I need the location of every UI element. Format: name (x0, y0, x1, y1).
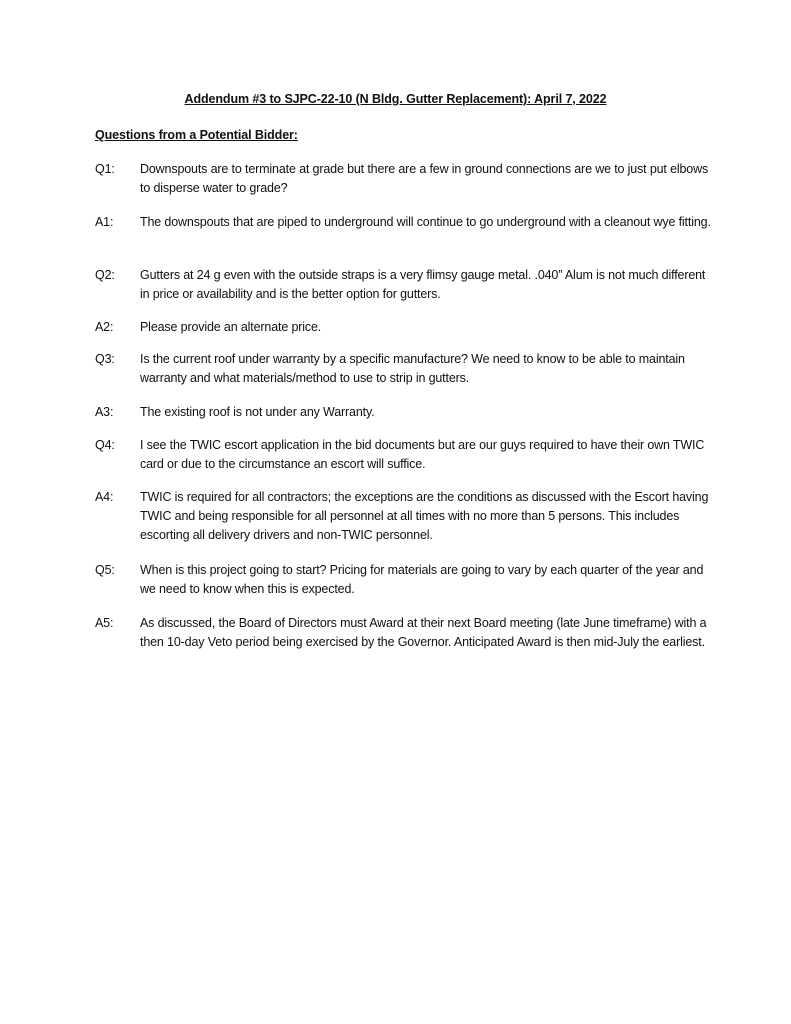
question-4 (95, 436, 715, 474)
item-text: TWIC is required for all contractors; the exceptions are the conditions as discussed with the Escort having TWIC and being responsible for all personnel at all times with no more than 5 persons. This includes escorting all delivery drivers and non-TWIC personnel. (140, 490, 709, 542)
item-text: The existing roof is not under any Warranty. (140, 405, 375, 419)
answer-4 (95, 488, 715, 545)
item-label: Q5: (95, 563, 115, 577)
item-label: Q4: (95, 438, 115, 452)
item-label: A1: (95, 215, 114, 229)
item-label: Q2: (95, 268, 115, 282)
answer-5 (95, 614, 715, 652)
item-label: A4: (95, 490, 114, 504)
item-text: Downspouts are to terminate at grade but there are a few in ground connections are we to just put elbows to disperse water to grade? (140, 162, 709, 195)
item-text: Is the current roof under warranty by a specific manufacture? We need to know to be able to maintain warranty and what materials/method to use to strip in gutters. (140, 352, 685, 385)
item-text: I see the TWIC escort application in the bid documents but are our guys required to have their own TWIC card or due to the circumstance an escort will suffice. (140, 438, 705, 471)
answer-3 (95, 403, 715, 422)
question-2 (95, 266, 715, 304)
item-label: A2: (95, 320, 114, 334)
section-heading: Questions from a Potential Bidder: (95, 128, 298, 142)
item-label: Q3: (95, 352, 115, 366)
answer-2 (95, 318, 715, 337)
item-text: Please provide an alternate price. (140, 320, 322, 334)
document-title: Addendum #3 to SJPC-22-10 (N Bldg. Gutter Replacement): April 7, 2022 (184, 92, 607, 106)
answer-1 (95, 213, 715, 232)
item-label: A5: (95, 616, 114, 630)
item-text: The downspouts that are piped to underground will continue to go underground with a cleanout wye fitting. (140, 215, 711, 229)
item-text: Gutters at 24 g even with the outside straps is a very flimsy gauge metal. .040” Alum is not much different in price or availability and is the better option for gutters. (140, 268, 706, 301)
question-3 (95, 350, 715, 388)
question-1 (95, 160, 715, 198)
item-label: A3: (95, 405, 114, 419)
item-label: Q1: (95, 162, 115, 176)
item-text: When is this project going to start? Pricing for materials are going to vary by each quarter of the year and we need to know when this is expected. (140, 563, 704, 596)
question-5 (95, 561, 715, 599)
item-text: As discussed, the Board of Directors must Award at their next Board meeting (late June timeframe) with a then 10-day Veto period being exercised by the Governor. Anticipated Award is then mid-July the earliest. (140, 616, 707, 649)
